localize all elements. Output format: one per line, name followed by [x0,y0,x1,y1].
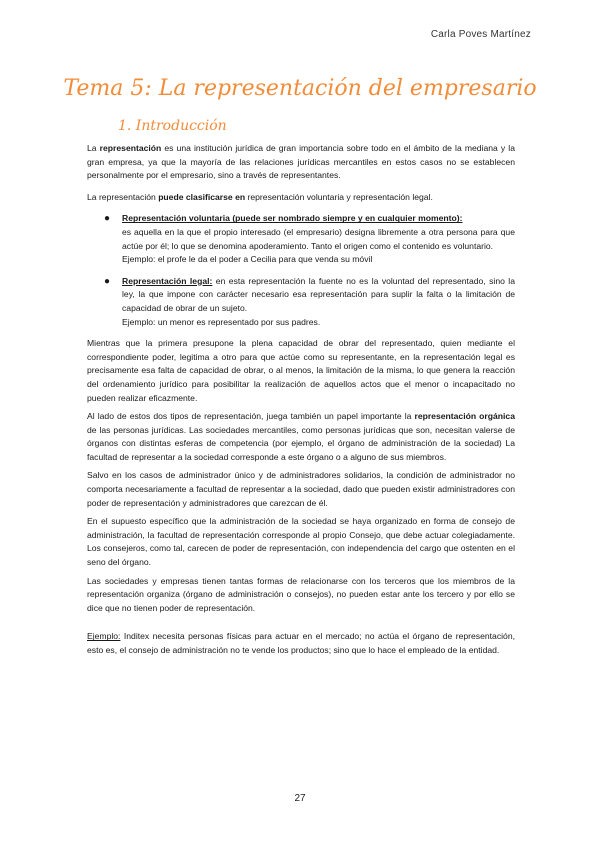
classification-rest: representación voluntaria y representación legal. [245,191,433,202]
intro-lead: La [87,143,100,153]
list-item [87,275,515,329]
intro-bold-term: representación [99,143,162,153]
example-text: Inditex necesita personas físicas para actuar en el mercado; no actúa el órgano de representación, esto es, el consejo de administración no te vende los productos; sino que lo hace el empleado de la entidad. [87,631,515,655]
classification-paragraph [87,191,515,205]
list-item [87,212,515,266]
bullet-example: Ejemplo: un menor es representado por sus padres. [122,316,321,327]
paragraph-2 [87,410,515,464]
bullet-term: Representación voluntaria (puede ser nombrado siempre y en cualquier momento): [122,213,463,224]
representation-types-list [87,212,515,329]
paragraph-2-lead: Al lado de estos dos tipos de representación, juega también un papel importante la [87,411,415,422]
example-label: Ejemplo: [87,631,121,642]
classification-lead: La representación [87,191,159,202]
bullet-text: en esta representación la fuente no es la voluntad del representado, sino la ley, la que impone con carácter necesario esa representación para suplir la falta o la limitación de capacidad de obrar de un sujeto. [122,275,515,313]
bullet-term: Representación legal: [122,275,213,286]
paragraph-2-bold: representación orgánica [414,411,515,422]
paragraph-4: En el supuesto específico que la administración de la sociedad se haya organizado en forma de consejo de administración, la facultad de representación corresponde al propio Consejo, que debe actuar colegiadamente. Los consejeros, como tal, carecen de poder de representación, con independencia del cargo que ostenten en el seno del órgano. [87,516,515,568]
bullet-icon: ● [104,213,111,225]
bullet-text: es aquella en la que el propio interesado (el empresario) designa libremente a otra persona para que actúe por él; lo que se denomina apoderamiento. Tanto el origen como el contenido es voluntario. [122,226,515,251]
document-body [87,142,515,666]
paragraph-3: Salvo en los casos de administrador único y de administradores solidarios, la condición de administrador no comporta necesariamente a facultad de representar a la sociedad, dado que pueden existir administradores con poder de representación y administradores que carezcan de él. [87,470,515,508]
classification-bold: puede clasificarse en [158,191,246,202]
bullet-icon: ● [104,275,111,287]
paragraph-2-rest: de las personas jurídicas. Las sociedades mercantiles, como personas jurídicas que son, necesitan valerse de órganos con distintas esferas de competencia (por ejemplo, el órgano de administración de la sociedad) La facultad de representar a la sociedad corresponde a este órgano o a alguno de sus miembros. [87,424,515,462]
paragraph-5: Las sociedades y empresas tienen tantas formas de relacionarse con los terceros que los miembros de la representación organiza (órgano de administración o consejos), no pueden estar ante los tercero y por ello se dice que no tienen poder de representación. [87,575,515,613]
intro-paragraph [87,142,515,183]
page-title: Tema 5: La representación del empresario [63,76,537,101]
page-number: 27 [294,793,306,804]
bullet-example: Ejemplo: el profe le da el poder a Cecilia para que venda su móvil [122,254,373,265]
header-author: Carla Poves Martínez [430,29,531,40]
intro-rest: es una institución jurídica de gran importancia sobre todo en el ámbito de la mediana y la gran empresa, ya que la mayoría de las relaciones jurídicas mercantiles en estos casos no se establecen personalmente por el empresario, sino a través de representantes. [87,143,515,181]
example-paragraph [87,630,515,657]
paragraph-1: Mientras que la primera presupone la plena capacidad de obrar del representado, quien mediante el correspondiente poder, legitima a otro para que actúe como su representante, en la representación legal es precisamente esa falta de capacidad de obrar, o al menos, la limitación de la misma, lo que genera la reacción del ordenamiento jurídico para posibilitar la realización de aquellos actos que el menor o incapacitado no pueden realizar eficazmente. [87,338,515,403]
section-heading: 1. Introducción [118,118,227,134]
